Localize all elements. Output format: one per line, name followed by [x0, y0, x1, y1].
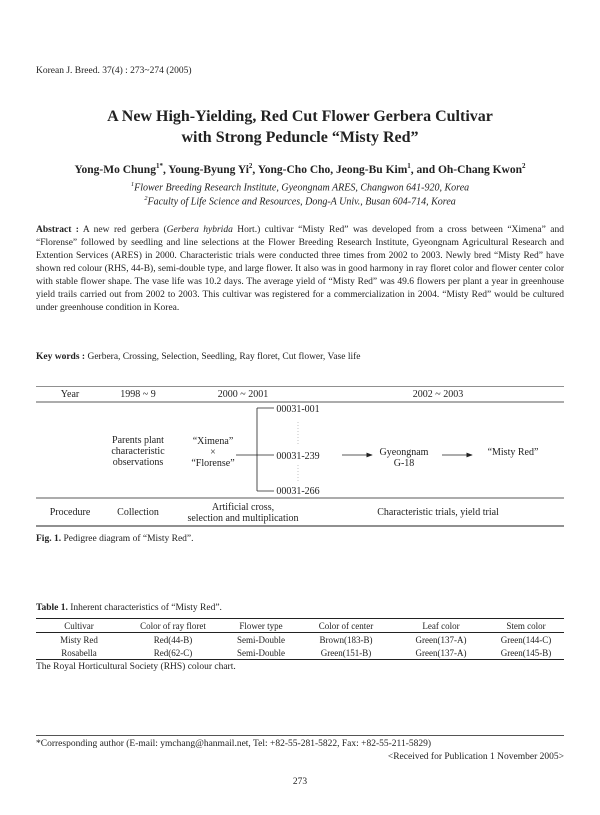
header-period-1: 1998 ~ 9 — [120, 389, 156, 400]
table-cell: Semi-Double — [237, 634, 285, 645]
abstract — [36, 224, 564, 315]
abstract-text-part: A new red gerbera ( — [78, 225, 167, 235]
pedigree-diagram — [36, 386, 564, 532]
table-row — [36, 646, 564, 660]
paper-title-line-1: A New High-Yielding, Red Cut Flower Gerbera Cultivar — [107, 108, 493, 125]
table-cell: Green(137-A) — [415, 647, 467, 658]
procedure-cross: selection and multiplication — [187, 513, 299, 524]
column-header: Color of ray floret — [140, 620, 206, 631]
column-header: Cultivar — [64, 620, 94, 631]
header-period-2: 2000 ~ 2001 — [217, 389, 269, 400]
procedure-collection: Collection — [117, 507, 159, 518]
author: Young-Byung Yi — [168, 163, 249, 176]
table-caption-label: Table 1. — [36, 603, 68, 613]
author-separator: , — [252, 163, 258, 176]
column-header: Flower type — [239, 620, 283, 631]
header-year: Year — [60, 389, 80, 400]
author-affiliation-mark: 1* — [155, 162, 163, 170]
paper-title-line-2: with Strong Peduncle “Misty Red” — [181, 129, 419, 146]
column-header: Leaf color — [422, 620, 460, 631]
author-separator: , and — [410, 163, 438, 176]
keywords — [36, 352, 361, 362]
result-cultivar: “Misty Red” — [487, 447, 539, 458]
table-cell: Red(62-C) — [153, 647, 193, 658]
header-period-3: 2002 ~ 2003 — [412, 389, 464, 400]
figure-caption — [36, 534, 194, 544]
affiliation-mark: 1 — [130, 181, 135, 188]
author-affiliation-mark: 1 — [407, 162, 411, 170]
gyeongnam-line: G-18 — [393, 458, 415, 469]
parent-female: “Ximena” — [192, 436, 234, 447]
author: Jeong-Bu Kim — [336, 163, 408, 176]
table-cell: Brown(183-B) — [319, 634, 373, 645]
keywords-text: Gerbera, Crossing, Selection, Seedling, Ray floret, Cut flower, Vase life — [85, 352, 361, 362]
received-date: <Received for Publication 1 November 2005> — [387, 752, 564, 762]
procedure-trials: Characteristic trials, yield trial — [377, 507, 499, 518]
affiliation-text: Flower Breeding Research Institute, Gyeongnam ARES, Changwon 641-920, Korea — [134, 182, 470, 194]
table-header-row — [36, 619, 564, 633]
table-note: The Royal Horticultural Society (RHS) colour chart. — [36, 662, 236, 672]
table-cell: Green(137-A) — [415, 634, 467, 645]
column-header: Color of center — [318, 620, 374, 631]
author-affiliation-mark: 2 — [248, 162, 253, 170]
author: Yong-Cho Cho — [257, 163, 331, 176]
abstract-label: Abstract : — [36, 225, 79, 235]
parent-male: “Florense” — [191, 458, 235, 469]
affiliation-text: Faculty of Life Science and Resources, Dong-A Univ., Busan 604-714, Korea — [147, 196, 456, 208]
author-list — [0, 162, 600, 176]
characteristics-table — [36, 618, 564, 660]
table-cell: Semi-Double — [237, 647, 285, 658]
table-cell: Rosabella — [61, 647, 97, 658]
gyeongnam-line: Gyeongnam — [379, 447, 429, 458]
table-cell: Red(44-B) — [153, 634, 193, 645]
affiliation-2 — [0, 195, 600, 207]
figure-caption-text: Pedigree diagram of “Misty Red”. — [61, 534, 194, 544]
pedigree-diagram-svg — [36, 386, 564, 532]
table-cell: Green(145-B) — [500, 647, 552, 658]
affiliation-mark: 2 — [144, 195, 148, 202]
procedure-label: Procedure — [49, 507, 91, 518]
keywords-label: Key words : — [36, 352, 86, 362]
line-selection: 00031-001 — [276, 404, 320, 415]
author-affiliation-mark: 2 — [522, 162, 526, 170]
table-caption-text: Inherent characteristics of “Misty Red”. — [67, 603, 222, 613]
table-cell: Misty Red — [60, 634, 98, 645]
parents-label-line: Parents plant — [112, 435, 164, 446]
species-name: Gerbera hybrida — [166, 225, 233, 235]
journal-reference: Korean J. Breed. 37(4) : 273~274 (2005) — [36, 66, 192, 76]
author: Yong-Mo Chung — [74, 163, 156, 176]
figure-caption-label: Fig. 1. — [36, 534, 62, 544]
author-separator: , — [330, 163, 337, 176]
affiliation-1 — [0, 181, 600, 193]
table-caption — [36, 603, 222, 613]
procedure-cross: Artificial cross, — [211, 502, 275, 513]
corresponding-author: *Corresponding author (E-mail: ymchang@hanmail.net, Tel: +82-55-281-5822, Fax: +82-55-211-5829) — [36, 739, 432, 749]
page-number: 273 — [292, 777, 308, 787]
line-selection: 00031-239 — [276, 451, 320, 462]
column-header: Stem color — [506, 620, 546, 631]
abstract-text-part: Hort.) cultivar “Misty Red” was developed from a cross between “Ximena” and “Florense” followed by seedling and line selections at the Flower Breeding Research Institute, Gyeongnam Agricultural Research and Extention Services (ARES) in 2000. Characteristic trials were conducted three times from 2002 to 2003. Newly bred “Misty Red” have shown red colour (RHS, 44-B), semi-double type, and large flower. It also was in good harmony in ray floret color and flower center color with stable flower shape. The vase life was 10.2 days. The average yield of “Misty Red” was 49.6 flowers per plant a year in greenhouse yield trails carried out from 2002 to 2003. This cultivar was registered for a commercialization in 2004. “Misty Red” would be cultured under greenhouse condition in Korea. — [36, 225, 564, 313]
line-selection: 00031-266 — [276, 486, 320, 497]
parents-label-line: characteristic — [111, 446, 165, 457]
author: Oh-Chang Kwon — [437, 163, 523, 176]
table-cell: Green(151-B) — [320, 647, 372, 658]
table-cell: Green(144-C) — [500, 634, 552, 645]
table-row — [36, 633, 564, 647]
cross-symbol: × — [210, 447, 216, 458]
author-separator: , — [162, 163, 169, 176]
parents-label-line: observations — [112, 457, 164, 468]
footnote-rule — [36, 735, 564, 736]
